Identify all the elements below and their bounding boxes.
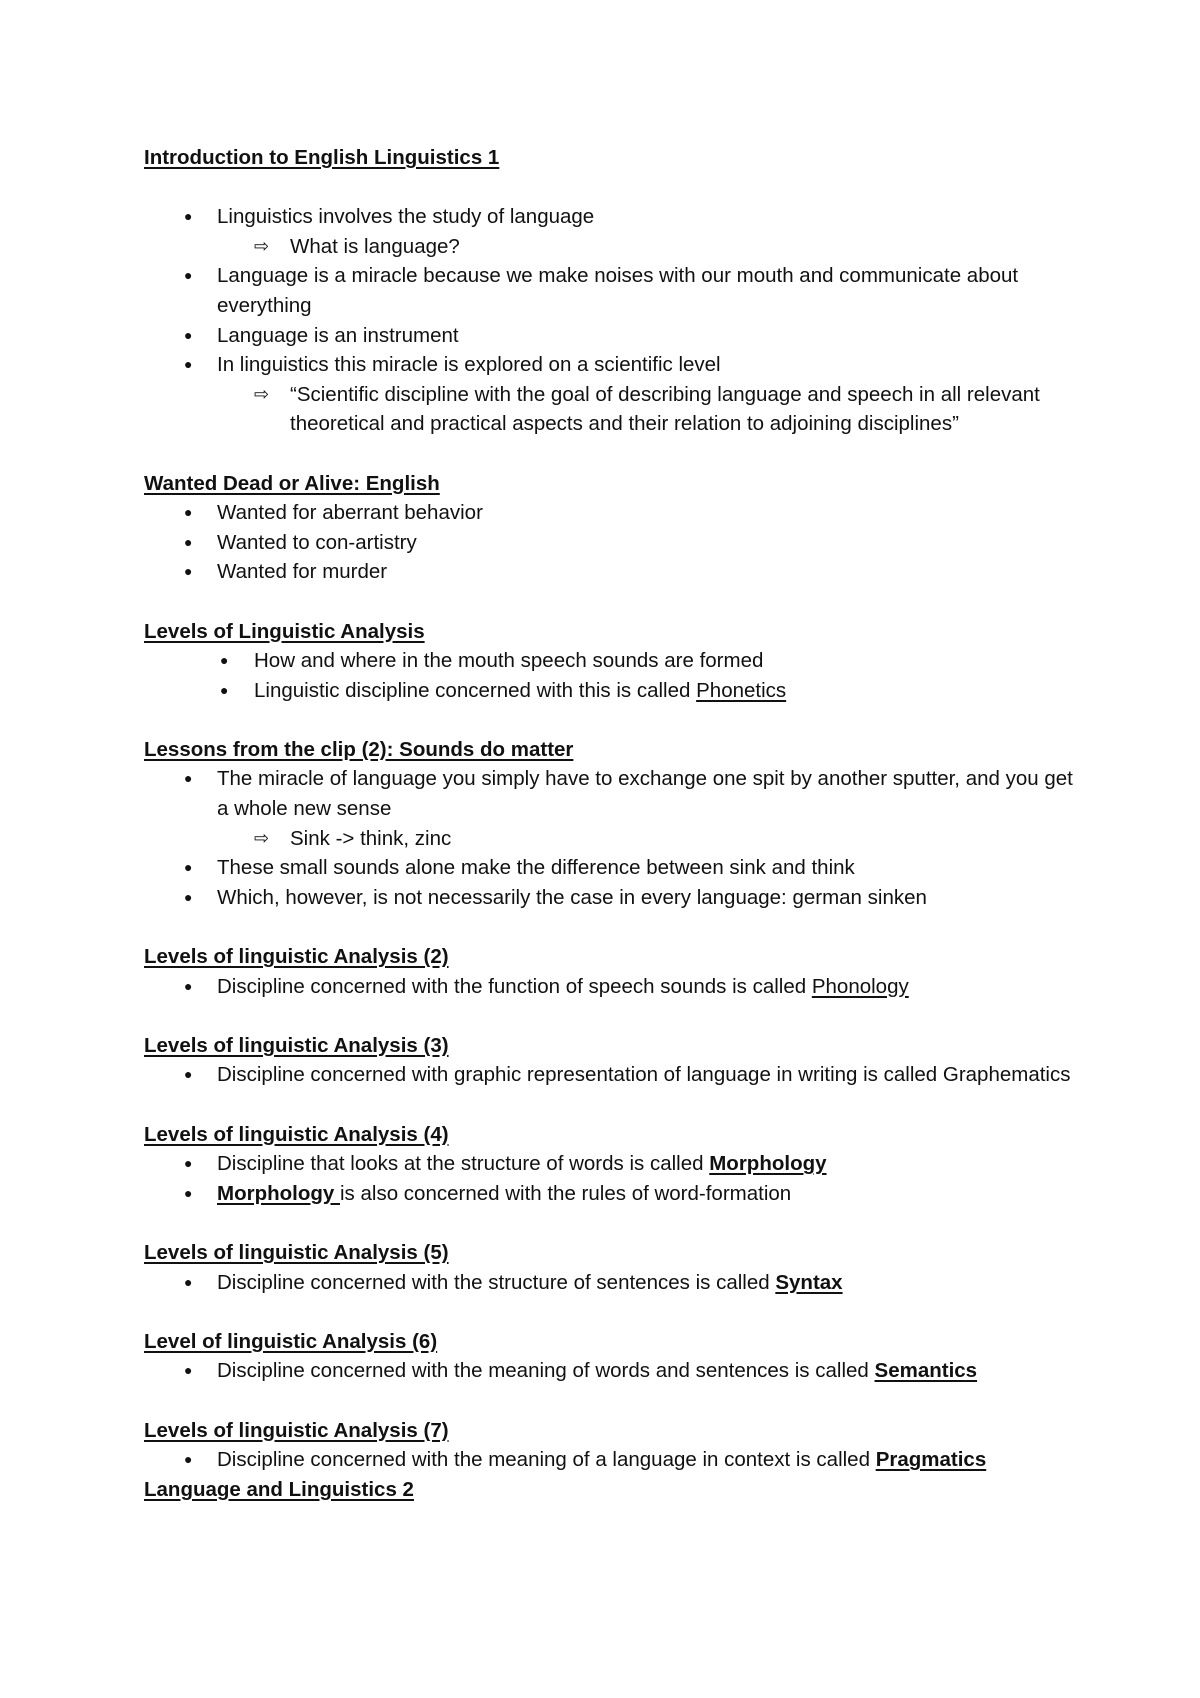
item-text: Discipline concerned with the function of speech sounds is called (217, 974, 812, 998)
item-text: How and where in the mouth speech sounds are formed (254, 649, 764, 673)
bullet-list (144, 1060, 1080, 1090)
sub-list-item (144, 380, 1080, 439)
bullet-icon: ● (184, 504, 193, 521)
blank-line (144, 1297, 1080, 1327)
blank-line (144, 705, 1080, 735)
term-semantics: Semantics (874, 1359, 978, 1383)
bullet-icon: ● (220, 652, 229, 669)
double-arrow-icon: ⇨ (254, 235, 270, 256)
section-heading: Introduction to English Linguistics 1 (144, 146, 500, 169)
list-item (144, 498, 1080, 528)
bullet-icon: ● (184, 563, 193, 580)
item-text: Linguistic discipline concerned with this is called (254, 678, 697, 702)
sub-item-text: “Scientific discipline with the goal of describing language and speech in all relevant theoretical and practical aspects and their relation to adjoining disciplines” (290, 382, 1040, 436)
sub-list (144, 232, 1080, 262)
section-heading: Levels of linguistic Analysis (7) (144, 1418, 449, 1442)
item-text: The miracle of language you simply have to exchange one spit by another sputter, and you get a whole new sense (217, 767, 1073, 821)
bullet-list (144, 646, 1080, 705)
bullet-icon: ● (184, 770, 193, 787)
item-text: Discipline concerned with the meaning of a language in context is called (217, 1448, 876, 1472)
sub-list (144, 824, 1080, 854)
item-text: Discipline concerned with the structure of sentences is called (217, 1270, 776, 1294)
bullet-icon: ● (184, 533, 193, 550)
list-item (144, 1268, 1080, 1298)
bullet-icon: ● (184, 1362, 193, 1379)
bullet-icon: ● (184, 859, 193, 876)
list-item (144, 350, 1080, 439)
blank-line (144, 439, 1080, 469)
term-syntax: Syntax (775, 1270, 843, 1294)
item-text: Linguistics involves the study of language (217, 205, 595, 229)
blank-line (144, 1208, 1080, 1238)
list-item (144, 528, 1080, 558)
bullet-list (144, 1268, 1080, 1298)
blank-line (144, 587, 1080, 617)
bullet-list (144, 1149, 1080, 1208)
bullet-icon: ● (184, 1184, 193, 1201)
term-pragmatics: Pragmatics (875, 1448, 987, 1472)
list-item (144, 1149, 1080, 1179)
double-arrow-icon: ⇨ (254, 827, 270, 848)
list-item (144, 1060, 1080, 1090)
bullet-list (144, 1445, 1080, 1475)
list-item (144, 883, 1080, 913)
item-text: Language is an instrument (217, 323, 459, 347)
bullet-list (144, 972, 1080, 1002)
item-text: Discipline concerned with graphic representation of language in writing is called Graphematics (217, 1063, 1071, 1087)
section-heading: Level of linguistic Analysis (6) (144, 1329, 438, 1353)
term-phonetics: Phonetics (696, 678, 787, 702)
bullet-list (144, 498, 1080, 587)
bullet-icon: ● (184, 1066, 193, 1083)
section-heading: Wanted Dead or Alive: English (144, 471, 440, 495)
list-item (144, 261, 1080, 320)
section-heading: Language and Linguistics 2 (144, 1477, 414, 1501)
bullet-icon: ● (184, 977, 193, 994)
section-heading: Levels of linguistic Analysis (3) (144, 1033, 449, 1057)
blank-line (144, 1090, 1080, 1120)
list-item (144, 321, 1080, 351)
bullet-list (144, 764, 1080, 912)
bullet-icon: ● (220, 681, 229, 698)
term-morphology: Morphology (217, 1181, 340, 1205)
item-text: Which, however, is not necessarily the case in every language: german sinken (217, 885, 927, 909)
bullet-icon: ● (184, 1273, 193, 1290)
item-text: Wanted to con-artistry (217, 530, 417, 554)
bullet-icon: ● (184, 326, 193, 343)
list-item (144, 557, 1080, 587)
double-arrow-icon: ⇨ (254, 383, 270, 404)
blank-line (144, 1386, 1080, 1416)
sub-list-item (144, 232, 1080, 262)
list-item (144, 676, 1080, 706)
section-heading: Levels of linguistic Analysis (2) (144, 945, 449, 969)
item-text: These small sounds alone make the difference between sink and think (217, 856, 855, 880)
item-text: Language is a miracle because we make noises with our mouth and communicate about everything (217, 264, 1019, 317)
bullet-icon: ● (184, 1451, 193, 1468)
list-item (144, 202, 1080, 261)
list-item (144, 1445, 1080, 1475)
sub-list-item (144, 824, 1080, 854)
bullet-list (144, 202, 1080, 439)
item-text: Discipline that looks at the structure of words is called (217, 1152, 710, 1176)
item-text: Discipline concerned with the meaning of words and sentences is called (217, 1359, 875, 1383)
bullet-icon: ● (184, 208, 193, 225)
bullet-icon: ● (184, 267, 193, 284)
item-text: Wanted for murder (217, 560, 388, 584)
blank-line (144, 912, 1080, 942)
list-item (144, 1179, 1080, 1209)
bullet-icon: ● (184, 1155, 193, 1172)
term-morphology: Morphology (709, 1152, 827, 1176)
list-item (144, 853, 1080, 883)
bullet-icon: ● (184, 356, 193, 373)
section-heading: Lessons from the clip (2): Sounds do matter (144, 737, 574, 761)
item-text: In linguistics this miracle is explored on a scientific level (217, 353, 721, 377)
section-heading: Levels of linguistic Analysis (5) (144, 1240, 449, 1264)
blank-line (144, 1001, 1080, 1031)
bullet-icon: ● (184, 888, 193, 905)
list-item (144, 1356, 1080, 1386)
blank-line (144, 173, 1080, 203)
list-item (144, 764, 1080, 853)
section-heading: Levels of linguistic Analysis (4) (144, 1122, 449, 1146)
bullet-list (144, 1356, 1080, 1386)
sub-item-text: What is language? (290, 234, 460, 258)
sub-list (144, 380, 1080, 439)
item-text: is also concerned with the rules of word-formation (339, 1181, 792, 1205)
list-item (144, 972, 1080, 1002)
item-text: Wanted for aberrant behavior (217, 501, 483, 525)
section-heading: Levels of Linguistic Analysis (144, 619, 425, 643)
term-phonology: Phonology (811, 974, 909, 998)
list-item (144, 646, 1080, 676)
sub-item-text: Sink -> think, zinc (290, 826, 452, 850)
